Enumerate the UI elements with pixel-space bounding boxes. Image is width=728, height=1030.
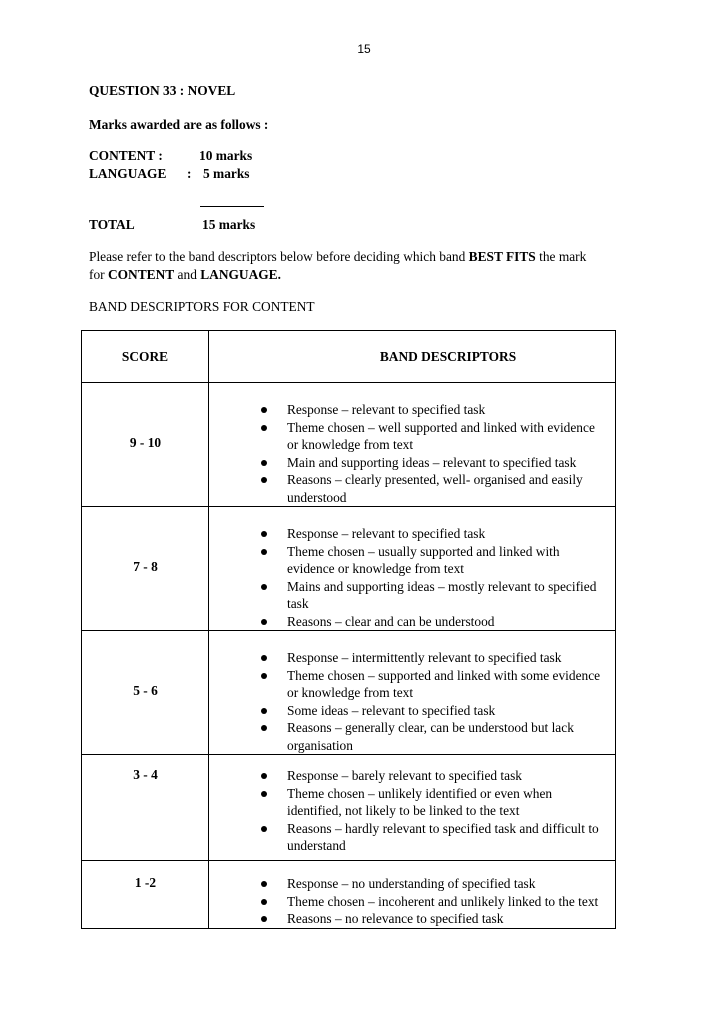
score-cell — [82, 507, 209, 631]
language-marks-row — [89, 166, 250, 182]
descriptor-text: Reasons – generally clear, can be understood but lack organisation — [287, 720, 574, 753]
descriptor-cell — [209, 383, 616, 507]
table-row — [82, 631, 616, 755]
descriptor-cell — [209, 861, 616, 929]
list-item — [260, 820, 615, 855]
total-row — [89, 217, 256, 233]
language-marks: 5 marks — [203, 166, 250, 181]
bullet-icon — [261, 619, 267, 625]
bullet-icon — [261, 460, 267, 466]
score-value: 5 - 6 — [133, 683, 158, 698]
descriptor-text: Theme chosen – unlikely identified or even when identified, not likely to be linked to the text — [287, 785, 553, 818]
section-title: BAND DESCRIPTORS FOR CONTENT — [89, 299, 315, 314]
descriptor-text: Theme chosen – well supported and linked with evidence or knowledge from text — [287, 419, 595, 452]
bullet-icon — [261, 725, 267, 731]
bullet-icon — [261, 791, 267, 797]
descriptor-text: Response – no understanding of specified task — [287, 876, 536, 891]
list-item — [260, 613, 615, 631]
table-row — [82, 755, 616, 861]
list-item — [260, 454, 615, 472]
instruction-text: Please refer to the band descriptors below before deciding which band — [89, 249, 469, 264]
descriptor-cell — [209, 507, 616, 631]
bullet-icon — [261, 477, 267, 483]
list-item — [260, 543, 615, 578]
bullet-icon — [261, 655, 267, 661]
list-item — [260, 649, 615, 667]
descriptor-list — [209, 631, 615, 754]
instruction-text: and — [174, 267, 201, 282]
content-label: CONTENT : — [89, 148, 163, 163]
descriptor-list — [209, 383, 615, 506]
list-item — [260, 719, 615, 754]
descriptor-cell — [209, 755, 616, 861]
descriptor-list — [209, 861, 615, 928]
list-item — [260, 702, 615, 720]
bullet-icon — [261, 899, 267, 905]
table-row — [82, 383, 616, 507]
descriptor-list — [209, 507, 615, 630]
score-header: SCORE — [82, 331, 209, 383]
descriptor-text: Response – intermittently relevant to specified task — [287, 650, 562, 665]
descriptor-text: Main and supporting ideas – relevant to specified task — [287, 454, 577, 470]
instruction-emphasis: BEST FITS — [468, 249, 536, 264]
table-row — [82, 507, 616, 631]
bullet-icon — [261, 425, 267, 431]
list-item — [260, 767, 615, 785]
list-item — [260, 667, 615, 702]
instruction-emphasis: LANGUAGE. — [200, 267, 281, 282]
bullet-icon — [261, 673, 267, 679]
descriptor-list — [209, 755, 615, 855]
instruction-line-1 — [89, 249, 586, 265]
descriptor-text: Reasons – clearly presented, well- organised and easily understood — [287, 472, 583, 505]
list-item — [260, 785, 615, 820]
list-item — [260, 525, 615, 543]
bullet-icon — [261, 881, 267, 887]
score-cell — [82, 631, 209, 755]
table-row — [82, 861, 616, 929]
descriptor-text: Theme chosen – supported and linked with some evidence or knowledge from text — [287, 667, 601, 700]
descriptor-text: Theme chosen – incoherent and unlikely linked to the text — [287, 893, 599, 909]
descriptor-text: Reasons – clear and can be understood — [287, 613, 495, 629]
descriptor-text: Reasons – no relevance to specified task — [287, 911, 504, 926]
list-item — [260, 471, 615, 506]
bullet-icon — [261, 826, 267, 832]
score-cell — [82, 755, 209, 861]
page-number: 15 — [357, 42, 371, 56]
score-value: 3 - 4 — [133, 767, 158, 782]
score-cell — [82, 861, 209, 929]
bullet-icon — [261, 531, 267, 537]
language-label: LANGUAGE — [89, 166, 167, 181]
bullet-icon — [261, 407, 267, 413]
total-label: TOTAL — [89, 217, 135, 232]
table-header-row — [82, 331, 616, 383]
instruction-line-2 — [89, 267, 281, 283]
list-item — [260, 875, 615, 893]
descriptor-text: Mains and supporting ideas – mostly relevant to specified task — [287, 578, 597, 611]
bullet-icon — [261, 584, 267, 590]
bullet-icon — [261, 773, 267, 779]
descriptor-text: Some ideas – relevant to specified task — [287, 702, 496, 718]
marks-intro: Marks awarded are as follows : — [89, 117, 269, 132]
score-cell — [82, 383, 209, 507]
descriptor-text: Response – relevant to specified task — [287, 526, 486, 541]
descriptor-text: Response – barely relevant to specified task — [287, 768, 523, 783]
descriptor-cell — [209, 631, 616, 755]
content-marks: 10 marks — [199, 148, 253, 163]
sum-rule — [200, 206, 264, 207]
instruction-text: for — [89, 267, 108, 282]
list-item — [260, 419, 615, 454]
descriptor-text: Response – relevant to specified task — [287, 402, 486, 417]
bullet-icon — [261, 549, 267, 555]
descriptor-text: Reasons – hardly relevant to specified task and difficult to understand — [287, 820, 599, 853]
language-sep: : — [187, 166, 192, 181]
instruction-text: the mark — [535, 249, 587, 264]
bullet-icon — [261, 916, 267, 922]
bullet-icon — [261, 708, 267, 714]
total-marks: 15 marks — [202, 217, 256, 232]
band-descriptors-table — [81, 330, 616, 929]
question-title: QUESTION 33 : NOVEL — [89, 83, 236, 98]
list-item — [260, 893, 615, 911]
score-value: 1 -2 — [134, 875, 157, 890]
list-item — [260, 578, 615, 613]
list-item — [260, 910, 615, 928]
score-value: 7 - 8 — [133, 559, 158, 574]
descriptors-header: BAND DESCRIPTORS — [209, 331, 616, 383]
list-item — [260, 401, 615, 419]
score-value: 9 - 10 — [129, 435, 162, 450]
content-marks-row — [89, 148, 253, 164]
descriptor-text: Theme chosen – usually supported and linked with evidence or knowledge from text — [287, 543, 560, 576]
instruction-emphasis: CONTENT — [107, 267, 175, 282]
